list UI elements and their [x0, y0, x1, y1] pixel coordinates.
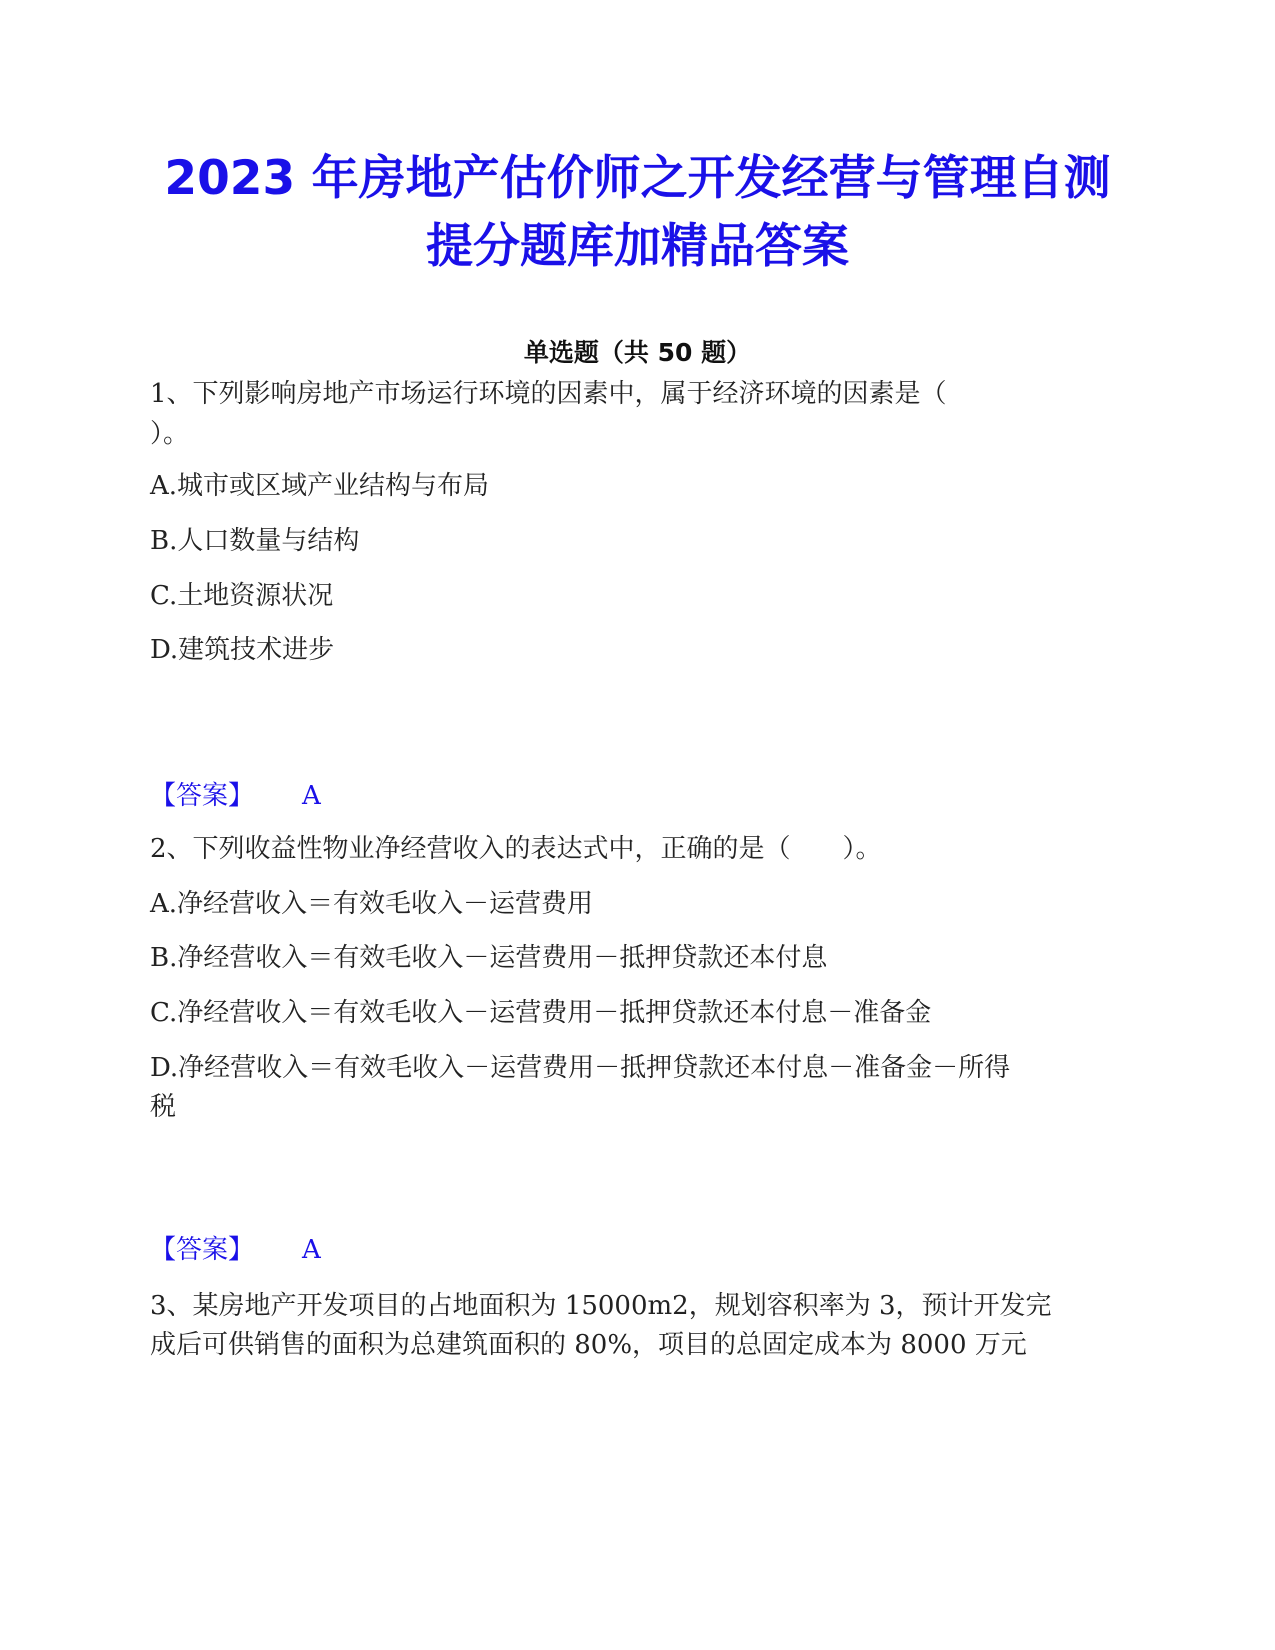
answer-label: 【答案】: [150, 1235, 255, 1265]
question-1-stem-line-2: ）。: [150, 419, 190, 449]
question-1-option-d: D.建筑技术进步: [150, 635, 335, 665]
answer-value: A: [302, 1235, 321, 1265]
question-2-option-d-continued: 税: [150, 1092, 177, 1122]
answer-label: 【答案】: [150, 781, 255, 811]
question-2-option-c: C.净经营收入＝有效毛收入－运营费用－抵押贷款还本付息－准备金: [150, 998, 932, 1028]
question-1-stem-line-1: 1、下列影响房地产市场运行环境的因素中，属于经济环境的因素是（: [150, 379, 947, 409]
question-1-option-b: B.人口数量与结构: [150, 526, 360, 556]
document-title-line-2: 提分题库加精品答案: [426, 219, 849, 274]
question-3-stem-line-2: 成后可供销售的面积为总建筑面积的 80%，项目的总固定成本为 8000 万元: [150, 1330, 1027, 1360]
section-title: 单选题（共 50 题）: [523, 338, 752, 367]
question-1-option-a: A.城市或区域产业结构与布局: [150, 471, 490, 501]
question-2-stem-line-1: 2、下列收益性物业净经营收入的表达式中，正确的是（ ）。: [150, 834, 882, 864]
question-2-option-a: A.净经营收入＝有效毛收入－运营费用: [150, 889, 594, 919]
answer-value: A: [302, 781, 321, 811]
question-1-answer: [150, 776, 321, 816]
question-3-stem-line-1: 3、某房地产开发项目的占地面积为 15000m2，规划容积率为 3，预计开发完: [150, 1291, 1052, 1321]
document-title-line-1: 2023 年房地产估价师之开发经营与管理自测: [164, 151, 1111, 206]
question-1-option-c: C.土地资源状况: [150, 581, 334, 611]
question-2-option-b: B.净经营收入＝有效毛收入－运营费用－抵押贷款还本付息: [150, 943, 828, 973]
question-2-option-d: D.净经营收入＝有效毛收入－运营费用－抵押贷款还本付息－准备金－所得: [150, 1053, 1011, 1083]
question-2-answer: [150, 1230, 321, 1270]
document-title: [130, 145, 1145, 281]
